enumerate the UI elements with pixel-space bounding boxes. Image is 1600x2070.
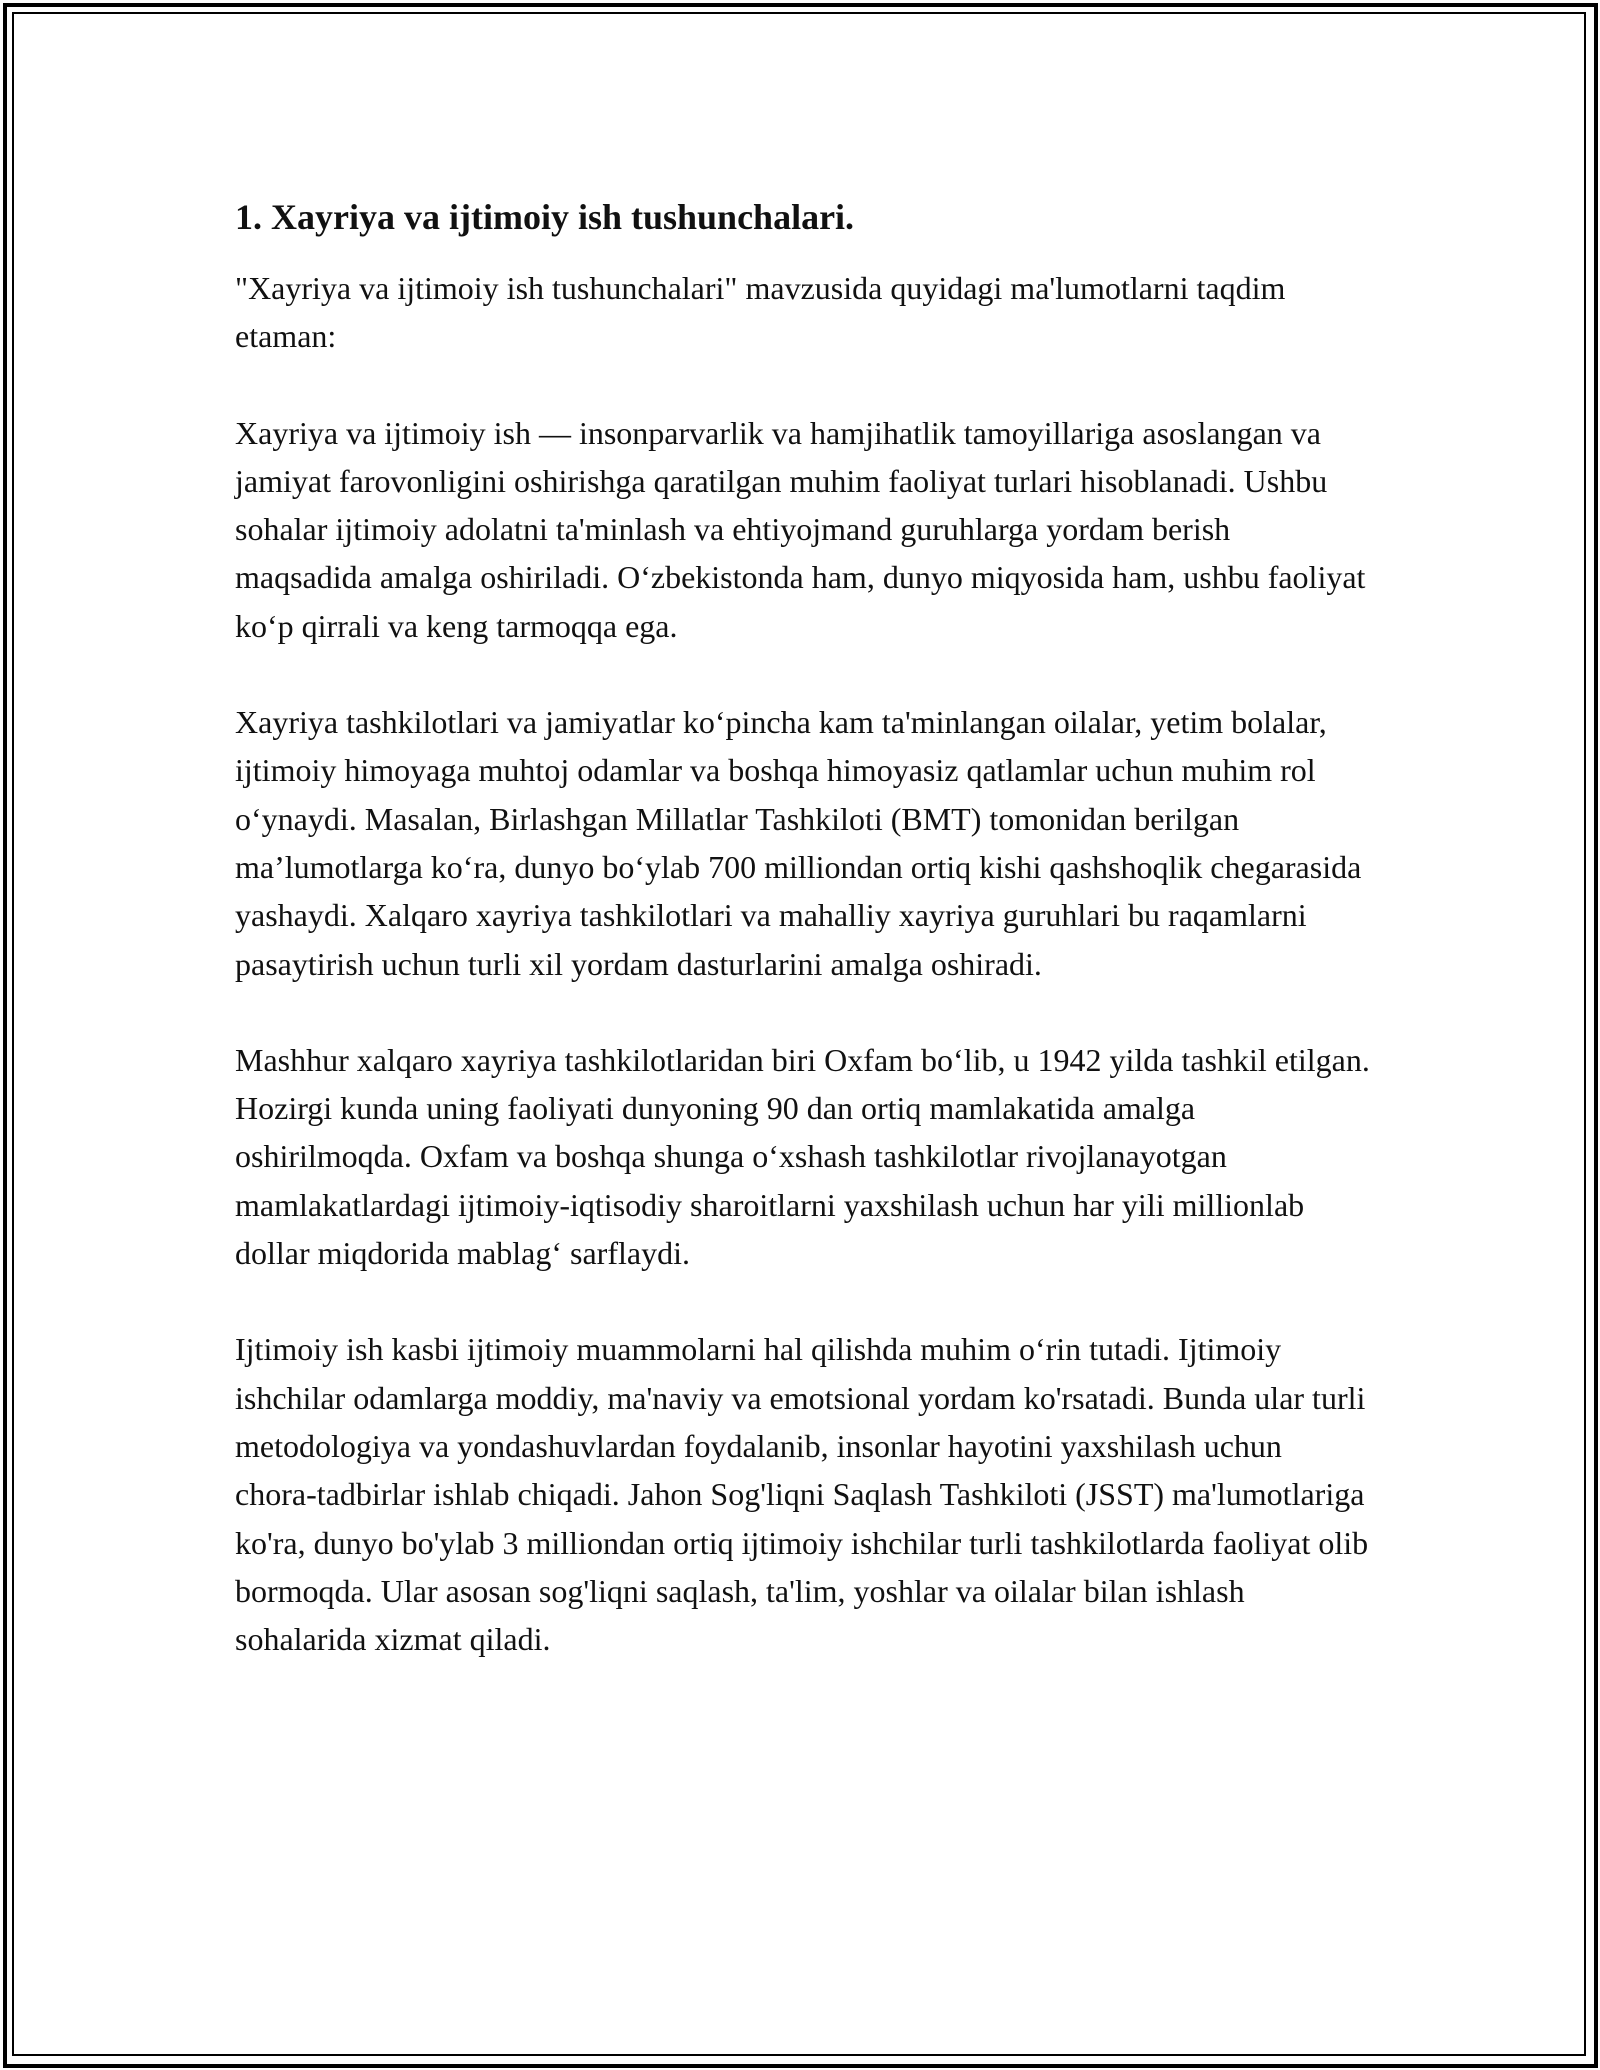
intro-paragraph: "Xayriya va ijtimoiy ish tushunchalari" mavzusida quyidagi ma'lumotlarni taqdim etaman: bbox=[235, 270, 1286, 355]
charity-definition-paragraph: Xayriya va ijtimoiy ish — insonparvarlik va hamjihatlik tamoyillariga asoslangan va jamiyat farovonligini oshirishga qaratilgan muhim faoliyat turlari hisoblanadi. Ushbu sohalar ijtimoiy adolatni ta'minlash va ehtiyojmand guruhlarga yordam berish maqsadida amalga oshiriladi. O‘zbekistonda ham, dunyo miqyosida ham, ushbu faoliyat ko‘p qirrali va keng tarmoqqa ega. bbox=[235, 414, 1366, 644]
social-work-paragraph: Ijtimoiy ish kasbi ijtimoiy muammolarni hal qilishda muhim o‘rin tutadi. Ijtimoiy ishchilar odamlarga moddiy, ma'naviy va emotsional yordam ko'rsatadi. Bunda ular turli metodologiya va yondashuvlardan foydalanib, insonlar hayotini yaxshilash uchun chora-tadbirlar ishlab chiqadi. Jahon Sog'liqni Saqlash Tashkiloti (JSST) ma'lumotlariga ko'ra, dunyo bo'ylab 3 milliondan ortiq ijtimoiy ishchilar turli tashkilotlarda faoliyat olib bormoqda. Ular asosan sog'liqni saqlash, ta'lim, yoshlar va oilalar bilan ishlash sohalarida xizmat qiladi. bbox=[235, 1331, 1369, 1658]
oxfam-paragraph: Mashhur xalqaro xayriya tashkilotlaridan biri Oxfam bo‘lib, u 1942 yilda tashkil etilgan. Hozirgi kunda uning faoliyati dunyoning 90 dan ortiq mamlakatida amalga oshirilmoqda. Oxfam va boshqa shunga o‘xshash tashkilotlar rivojlanayotgan mamlakatlardagi ijtimoiy-iqtisodiy sharoitlarni yaxshilash uchun har yili millionlab dollar miqdorida mablag‘ sarflaydi. bbox=[235, 1041, 1370, 1272]
document-body bbox=[235, 188, 1370, 1711]
charity-organizations-paragraph: Xayriya tashkilotlari va jamiyatlar ko‘pincha kam ta'minlangan oilalar, yetim bolalar, ijtimoiy himoyaga muhtoj odamlar va boshqa himoyasiz qatlamlar uchun muhim rol o‘ynaydi. Masalan, Birlashgan Millatlar Tashkiloti (BMT) tomonidan berilgan ma’lumotlarga ko‘ra, dunyo bo‘ylab 700 milliondan ortiq kishi qashshoqlik chegarasida yashaydi. Xalqaro xayriya tashkilotlari va mahalliy xayriya guruhlari bu raqamlarni pasaytirish uchun turli xil yordam dasturlarini amalga oshiradi. bbox=[235, 704, 1362, 982]
page-title: 1. Xayriya va ijtimoiy ish tushunchalari. bbox=[235, 197, 855, 237]
